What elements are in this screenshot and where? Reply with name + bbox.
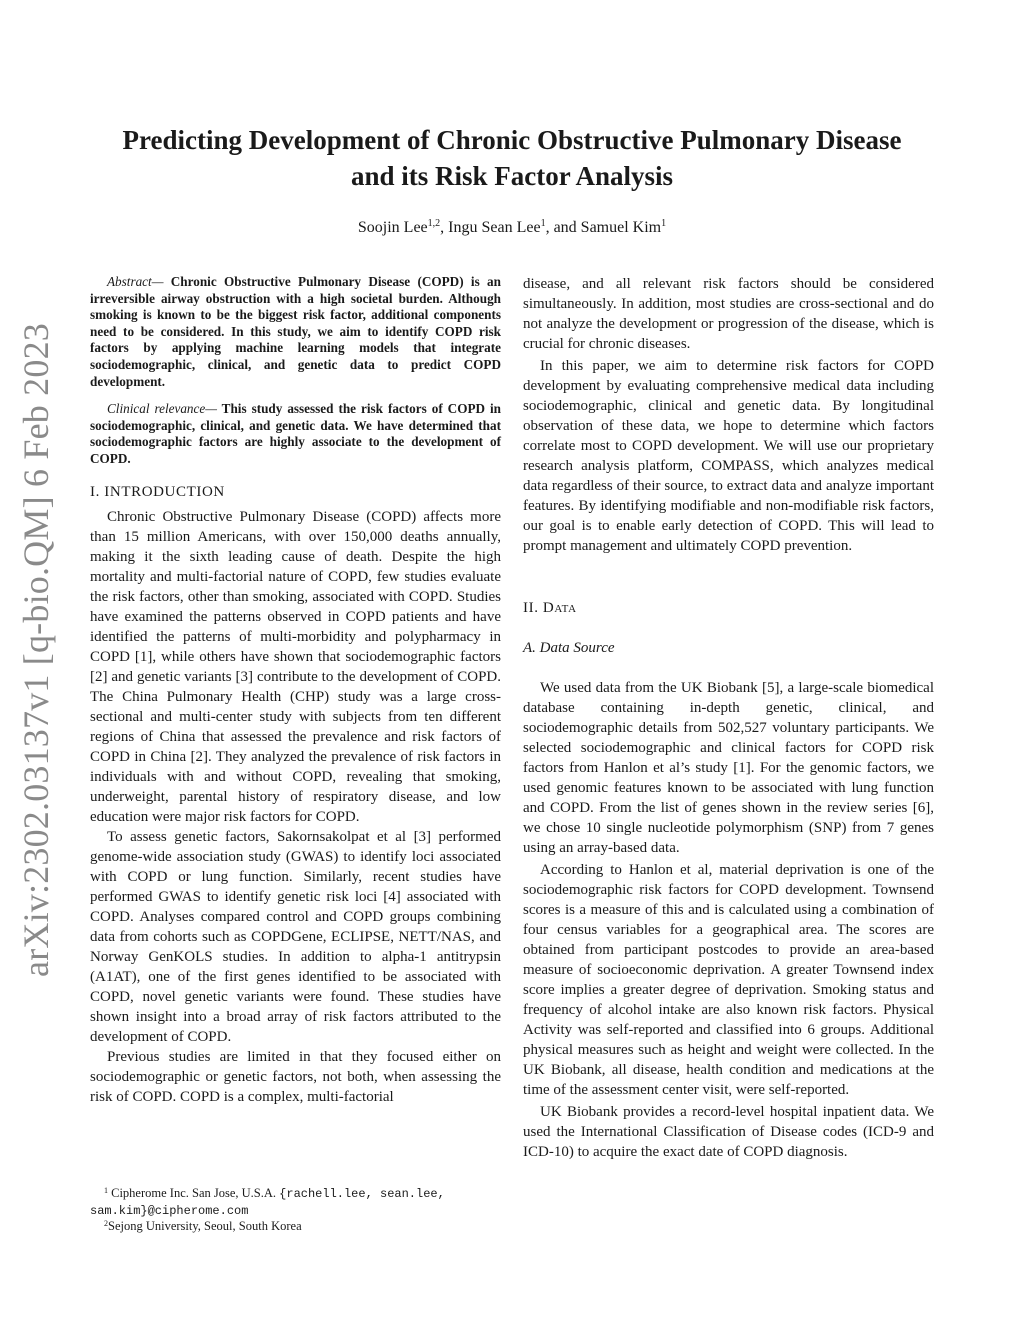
author-2-affiliation: 1 (540, 218, 546, 229)
footnotes (90, 1186, 501, 1235)
clinical-relevance (90, 401, 501, 467)
clinical-relevance-text: This study assessed the risk factors of COPD in sociodemographic, clinical, and genetic data. We have determined that sociodemographic factors are highly associate to the development of COPD. (90, 401, 501, 466)
abstract-text: Chronic Obstructive Pulmonary Disease (COPD) is an irreversible airway obstruction with a high societal burden. Although smoking is known to be the biggest risk factor, additional components need to be considered. In this study, we aim to identify COPD risk factors by applying machine learning models that integrate sociodemographic, clinical, and genetic data to predict COPD development. (90, 274, 501, 389)
footnote-2 (90, 1219, 501, 1235)
author-3-name: Samuel Kim (580, 219, 662, 236)
data-paragraph-2: According to Hanlon et al, material deprivation is one of the sociodemographic risk factors for COPD development. Townsend scores is a measure of this and is calculated using a combination of four census variables for a geographical area. The scores are obtained from participant postcodes to provide an area-based measure of socioeconomic deprivation. A greater Townsend index score implies a greater degree of deprivation. Smoking status and frequency of alcohol intake are also known risk factors. Physical Activity was self-reported and classified into 6 groups. Additional physical measures such as height and weight were collected. In the UK Biobank, all disease, health condition and medications at the time of the assessment center visit, were self-reported. (523, 862, 934, 1098)
paper-title (90, 122, 934, 194)
author-1-name: Soojin Lee (357, 219, 428, 236)
intro-paragraph-4: In this paper, we aim to determine risk factors for COPD development by evaluating comprehensive medical data including sociodemographic, clinical and genetic data. By longitudinal observation of these data, we hope to determine which factors correlate most to COPD development. We will use our proprietary research analysis platform, COMPASS, which analyzes medical data regardless of their source, to extract data and analyze important features. By identifying modifiable and non-modifiable risk factors, our goal is to enable early detection of COPD. This will lead to prompt management and ultimately COPD prevention. (523, 358, 934, 554)
footnote-2-text: Sejong University, Seoul, South Korea (108, 1219, 302, 1233)
footnote-1-text: Cipherome Inc. San Jose, U.S.A. (108, 1186, 280, 1200)
author-3-affiliation: 1 (661, 218, 667, 229)
intro-paragraph-3: Previous studies are limited in that they focused either on sociodemographic or genetic factors, not both, when assessing the risk of COPD. COPD is a complex, multi-factorial (90, 1048, 501, 1105)
abstract-label: Abstract— (107, 274, 164, 289)
footnote-1 (90, 1186, 501, 1219)
right-column (523, 274, 934, 1162)
footnote-1-marker: 1 (104, 1186, 108, 1195)
section-heading-introduction: I. INTRODUCTION (90, 483, 225, 500)
author-list (90, 216, 934, 240)
abstract (90, 274, 501, 390)
left-column (90, 274, 501, 1107)
intro-paragraph-2: To assess genetic factors, Sakornsakolpat et al [3] performed genome-wide association study (GWAS) to identify loci associated with COPD or lung function. Similarly, recent studies have performed GWAS to identify genetic risk loci [4] associated with COPD. Analyses compared control and COPD groups combining data from cohorts such as COPDGene, ECLIPSE, NETT/NAS, and Norway GenKOLS studies. In addition to alpha-1 antitrypsin (A1AT), one of the first genes identified to be associated with COPD, novel genetic variants were found. These studies have shown insight into a broad array of risk factors attributed to the development of COPD. (90, 828, 501, 1045)
title-line-2: and its Risk Factor Analysis (350, 161, 674, 191)
data-paragraph-3: UK Biobank provides a record-level hospital inpatient data. We used the International Classification of Disease codes (ICD-9 and ICD-10) to acquire the exact date of COPD diagnosis. (523, 1104, 934, 1160)
footnote-1-emails: {rachell.lee, sean.lee, sam.kim}@cipherome.com (90, 1187, 445, 1218)
section-heading-data: II. Data (523, 600, 577, 616)
clinical-relevance-label: Clinical relevance— (107, 401, 217, 417)
arxiv-identifier-stamp (6, 323, 66, 977)
intro-paragraph-1: Chronic Obstructive Pulmonary Disease (COPD) affects more than 15 million Americans, with over 150,000 deaths annually, making it the sixth leading cause of death. Despite the high mortality and multi-factorial nature of COPD, few studies evaluate the risk factors, other than smoking, associated with COPD. Studies have examined the patterns observed in COPD patients and have identified the patterns of multi-morbidity and polypharmacy in COPD [1], while others have shown that sociodemographic factors [2] and genetic variants [3] contribute to the development of COPD. The China Pulmonary Health (CHP) study was a large cross-sectional and multi-center study with subjects from ten different regions of China that assessed the prevalence and risk factors of COPD in China [2]. They analyzed the prevalence of risk factors in individuals with and without COPD, revealing that smoking, underweight, parental history of respiratory disease, and low education were major risk factors for COPD. (90, 508, 501, 825)
author-separator: , (440, 219, 449, 236)
arxiv-id-text: arXiv:2302.03137v1 [q-bio.QM] 6 Feb 2023 (16, 323, 57, 977)
intro-paragraph-3-continued: disease, and all relevant risk factors should be considered simultaneously. In addition, most studies are cross-sectional and do not analyze the development or progression of the disease, which is crucial for chronic diseases. (523, 276, 934, 352)
author-1-affiliation: 1,2 (427, 218, 441, 229)
title-line-1: Predicting Development of Chronic Obstructive Pulmonary Disease (122, 125, 902, 155)
author-2-name: Ingu Sean Lee (448, 219, 541, 236)
data-paragraph-1: We used data from the UK Biobank [5], a large-scale biomedical database containing in-depth genetic, clinical, and sociodemographic details from 502,527 voluntary participants. We selected sociodemographic and clinical factors for COPD risk factors from Hanlon et al’s study [1]. For the genomic factors, we used genomic features known to be associated with lung function and COPD. From the list of genes shown in the review series [6], we chose 10 single nucleotide polymorphism (SNP) from 7 genes using an array-based data. (523, 680, 934, 856)
subsection-heading-data-source: A. Data Source (523, 640, 615, 656)
footnote-2-marker: 2 (104, 1219, 108, 1228)
author-separator: , and (545, 219, 581, 236)
